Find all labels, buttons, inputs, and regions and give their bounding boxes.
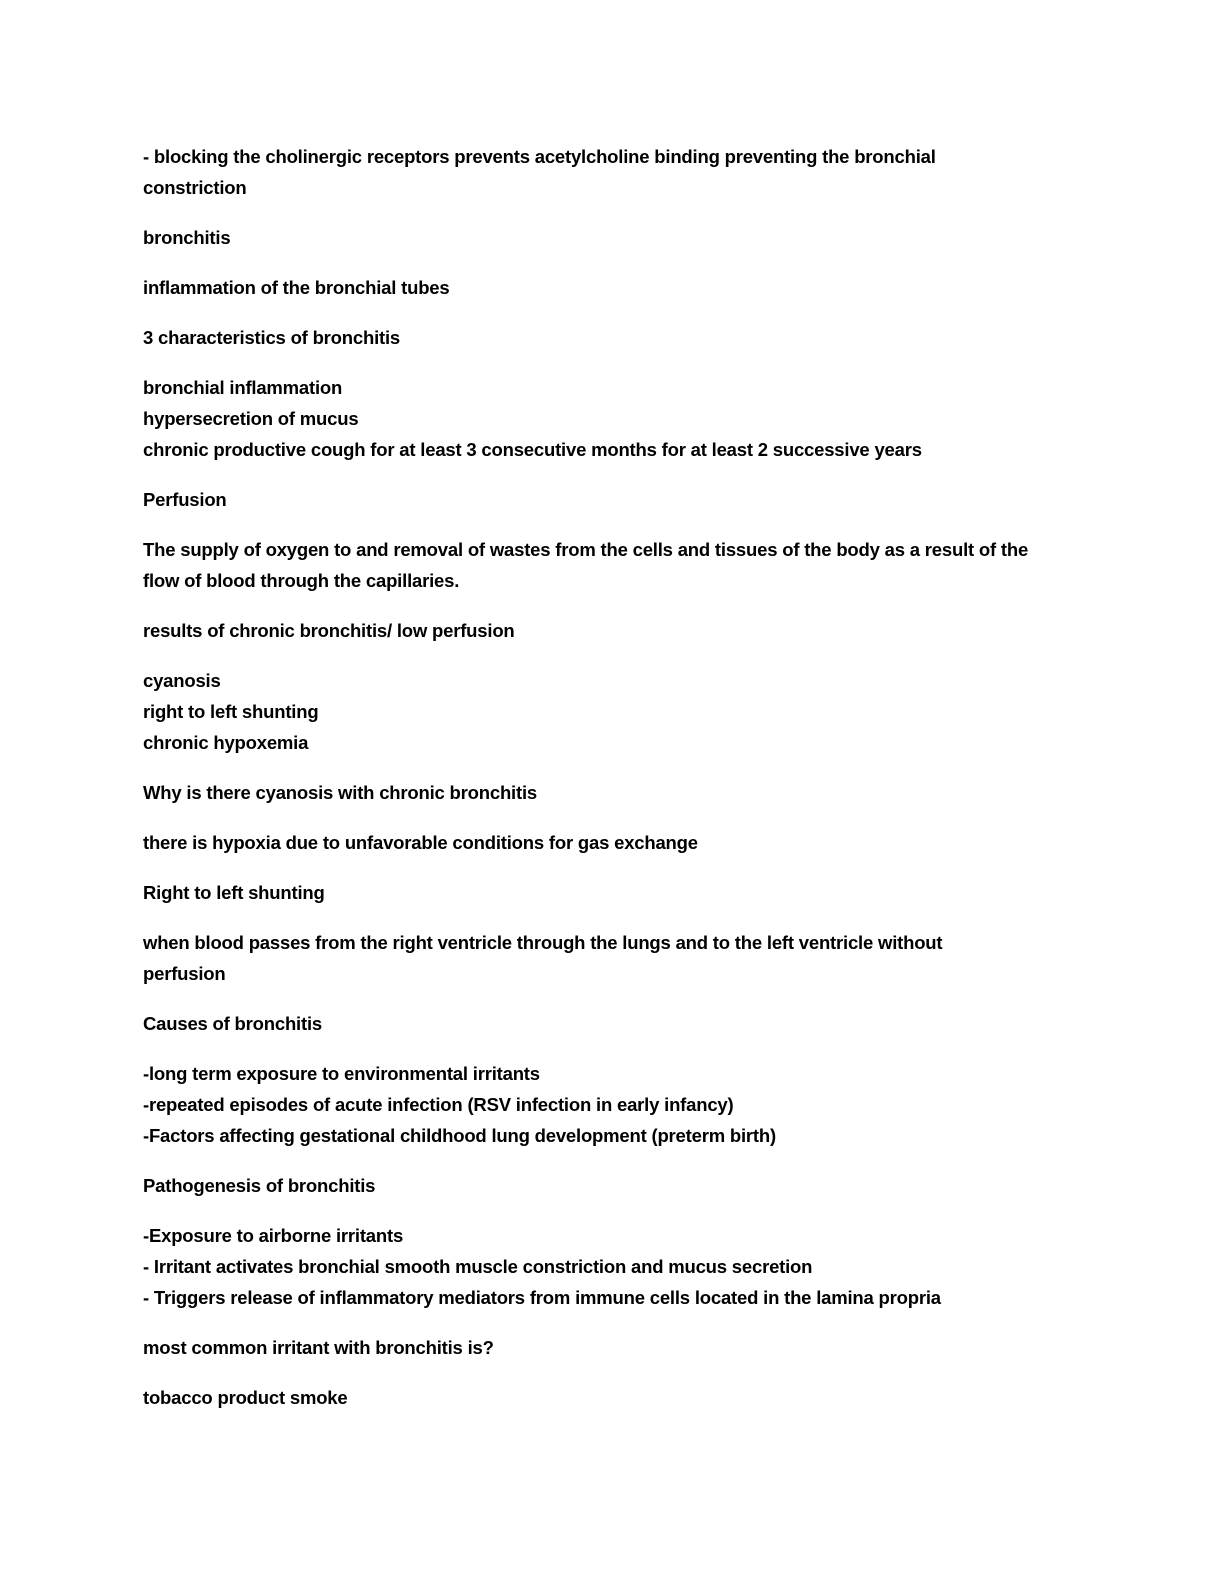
text-line: -long term exposure to environmental irritants: [143, 1063, 540, 1084]
text-line: bronchial inflammation: [143, 377, 343, 398]
term-heading: [143, 322, 1083, 353]
term-heading: [143, 484, 1083, 515]
term-heading: [143, 1332, 1083, 1363]
text-line: Pathogenesis of bronchitis: [143, 1175, 376, 1196]
term-heading: [143, 222, 1083, 253]
text-block: [143, 1382, 1083, 1413]
text-line: - Irritant activates bronchial smooth muscle constriction and mucus secretion: [143, 1256, 813, 1277]
text-line: Why is there cyanosis with chronic bronchitis: [143, 782, 537, 803]
text-line: chronic hypoxemia: [143, 732, 309, 753]
term-heading: [143, 615, 1083, 646]
text-line: when blood passes from the right ventricle through the lungs and to the left ventricle without: [143, 932, 943, 953]
text-line: Right to left shunting: [143, 882, 325, 903]
text-line: most common irritant with bronchitis is?: [143, 1337, 494, 1358]
text-line: -Exposure to airborne irritants: [143, 1225, 404, 1246]
text-line: tobacco product smoke: [143, 1387, 348, 1408]
text-block: [143, 272, 1083, 303]
text-line: chronic productive cough for at least 3 consecutive months for at least 2 successive years: [143, 439, 922, 460]
text-block: [143, 141, 1083, 203]
text-block: [143, 665, 1083, 758]
text-block: [143, 1058, 1083, 1151]
text-line: results of chronic bronchitis/ low perfusion: [143, 620, 515, 641]
text-line: cyanosis: [143, 670, 221, 691]
text-line: inflammation of the bronchial tubes: [143, 277, 450, 298]
text-line: constriction: [143, 177, 247, 198]
term-heading: [143, 1008, 1083, 1039]
document-body: [143, 141, 1083, 1432]
text-line: right to left shunting: [143, 701, 319, 722]
text-line: - Triggers release of inflammatory mediators from immune cells located in the lamina propria: [143, 1287, 941, 1308]
text-block: [143, 534, 1083, 596]
text-line: -Factors affecting gestational childhood lung development (preterm birth): [143, 1125, 776, 1146]
text-block: [143, 1220, 1083, 1313]
text-line: bronchitis: [143, 227, 231, 248]
text-block: [143, 372, 1083, 465]
term-heading: [143, 877, 1083, 908]
text-line: hypersecretion of mucus: [143, 408, 359, 429]
text-line: 3 characteristics of bronchitis: [143, 327, 401, 348]
text-line: -repeated episodes of acute infection (RSV infection in early infancy): [143, 1094, 734, 1115]
text-line: - blocking the cholinergic receptors prevents acetylcholine binding preventing the bronchial: [143, 146, 936, 167]
text-block: [143, 827, 1083, 858]
text-block: [143, 927, 1083, 989]
text-line: there is hypoxia due to unfavorable conditions for gas exchange: [143, 832, 698, 853]
text-line: Perfusion: [143, 489, 227, 510]
text-line: Causes of bronchitis: [143, 1013, 322, 1034]
term-heading: [143, 777, 1083, 808]
text-line: perfusion: [143, 963, 226, 984]
term-heading: [143, 1170, 1083, 1201]
text-line: The supply of oxygen to and removal of wastes from the cells and tissues of the body as a result of the: [143, 539, 1029, 560]
text-line: flow of blood through the capillaries.: [143, 570, 460, 591]
